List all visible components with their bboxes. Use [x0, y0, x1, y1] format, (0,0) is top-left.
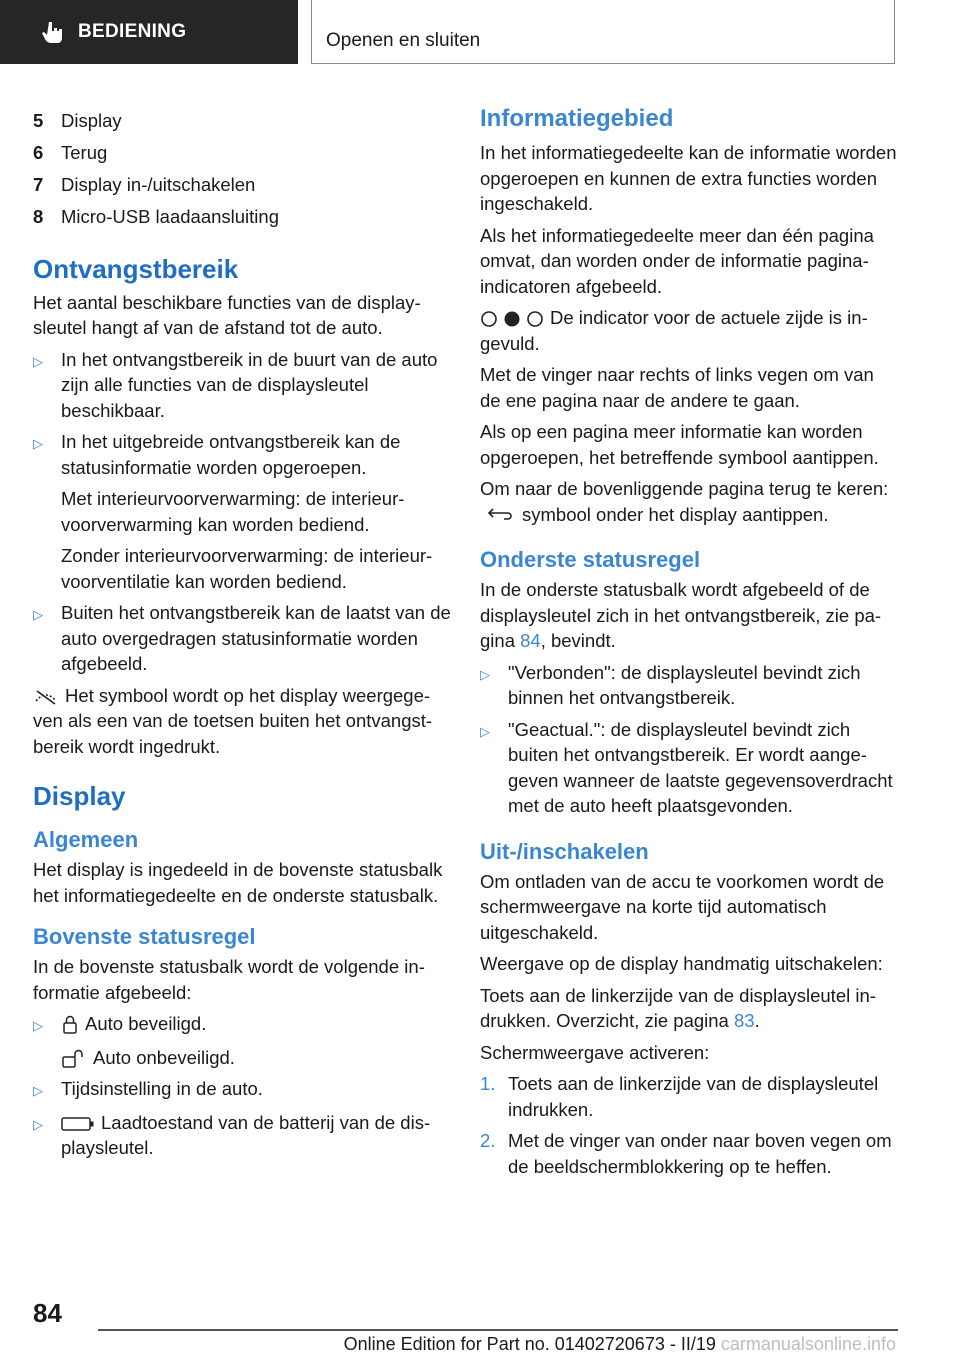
- paragraph: In de bovenste statusbalk wordt de volgende informatie afgebeeld:: [33, 956, 425, 1003]
- triangle-icon: ▷: [33, 353, 43, 369]
- paragraph: Schermweergave activeren:: [480, 1041, 710, 1063]
- numbered-item: 1. Toets aan de linkerzijde van de displaysleutel indrukken.: [480, 1073, 879, 1120]
- page-dots-icon: [480, 310, 544, 328]
- triangle-icon: ▷: [33, 1083, 43, 1098]
- no-signal-icon: [33, 689, 59, 705]
- paragraph: Toets aan de linkerzijde van de displaysleutel indrukken. Overzicht, zie pagina 83.: [480, 984, 876, 1031]
- bullet-item: ▷ Auto beveiligd.: [33, 1011, 453, 1039]
- watermark: carmanualsonline.info: [720, 1334, 896, 1354]
- lock-open-icon: [61, 1049, 87, 1069]
- triangle-icon: ▷: [33, 1116, 43, 1132]
- bullet-item: ▷ In het ontvangstbereik in de buurt van de auto zijn alle functies van de displaysleutel beschikbaar.: [33, 347, 453, 424]
- paragraph: Als het informatiegedeelte meer dan één pagina omvat, dan worden onder de informatie paginaindicatoren afgebeeld.: [480, 224, 874, 297]
- back-arrow-icon: [486, 508, 516, 524]
- heading-on-off: Uit-/inschakelen: [480, 838, 649, 864]
- triangle-icon: ▷: [33, 607, 43, 622]
- paragraph: In het informatiegedeelte kan de informatie worden opgeroepen en kunnen de extra functies worden ingeschakeld.: [480, 142, 897, 214]
- paragraph: Het symbool wordt op het display weergegeven als een van de toetsen buiten het ontvangstbereik wordt ingedrukt.: [33, 684, 433, 757]
- left-column: [33, 108, 453, 1167]
- paragraph: Met de vinger naar rechts of links vegen om van de ene pagina naar de andere te gaan.: [480, 364, 874, 411]
- bullet-item: ▷ "Verbonden": de displaysleutel bevindt zich binnen het ontvangstbereik.: [480, 660, 898, 711]
- section-tab: [0, 0, 298, 64]
- paragraph: Om ontladen van de accu te voorkomen wordt de schermweergave na korte tijd automatisch uitgeschakeld.: [480, 870, 885, 943]
- list-item: 8 Micro-USB laadaansluiting: [33, 206, 279, 227]
- paragraph: Het display is ingedeeld in de bovenste statusbalk het informatiegedeelte en de onderste statusbalk.: [33, 859, 443, 906]
- list-item: 6 Terug: [33, 142, 108, 163]
- heading-info: Informatiegebied: [480, 105, 674, 132]
- triangle-icon: ▷: [480, 666, 490, 682]
- triangle-icon: ▷: [480, 723, 490, 739]
- bullet-item: ▷ In het uitgebreide ontvangstbereik kan de statusinformatie worden opgeroepen.: [33, 429, 453, 480]
- paragraph: In de onderste statusbalk wordt afgebeeld of de displaysleutel zich in het ontvangstbereik, zie pagina 84, bevindt.: [480, 579, 882, 651]
- sub-paragraph: Zonder interieurvoorverwarming: de interieurvoorventilatie kan worden bediend.: [61, 545, 433, 592]
- bullet-item: ▷ Laadtoestand van de batterij van de displaysleutel.: [33, 1110, 453, 1161]
- footer-divider: [98, 1329, 898, 1331]
- triangle-icon: ▷: [33, 436, 43, 451]
- bullet-item: ▷ "Geactual.": de displaysleutel bevindt zich buiten het ontvangstbereik. Er wordt aangegeven wanneer de laatste gegevensoverdracht met de auto heeft plaatsgevonden.: [480, 717, 898, 819]
- heading-range: Ontvangstbereik: [33, 253, 239, 284]
- heading-top-status: Bovenste statusregel: [33, 924, 256, 949]
- paragraph: Het aantal beschikbare functies van de displaysleutel hangt af van de afstand tot de auto.: [33, 291, 421, 338]
- battery-icon: [61, 1116, 95, 1132]
- bullet-item: ▷ Buiten het ontvangstbereik kan de laatst van de auto overgedragen statusinformatie worden afgebeeld.: [33, 600, 453, 677]
- paragraph: Om naar de bovenliggende pagina terug te keren: symbool onder het display aantippen.: [480, 478, 889, 525]
- chapter-header: [311, 0, 895, 64]
- paragraph: De indicator voor de actuele zijde is ingevuld.: [480, 307, 868, 354]
- page-link-83[interactable]: 83: [734, 1010, 755, 1031]
- heading-display: Display: [33, 781, 126, 811]
- bullet-item: ▷ Tijdsinstelling in de auto.: [33, 1076, 453, 1104]
- page-link-84[interactable]: 84: [520, 630, 541, 651]
- triangle-icon: ▷: [33, 1018, 43, 1033]
- lock-closed-icon: [61, 1015, 79, 1035]
- list-item: 5 Display: [33, 110, 122, 131]
- heading-general: Algemeen: [33, 827, 139, 852]
- heading-bottom-status: Onderste statusregel: [480, 547, 701, 572]
- paragraph: Als op een pagina meer informatie kan worden opgeroepen, het betreffende symbool aantippen.: [480, 421, 879, 468]
- paragraph: Weergave op de display handmatig uitschakelen:: [480, 953, 883, 974]
- list-item: 7 Display in-/uitschakelen: [33, 174, 256, 195]
- footer-edition: Online Edition for Part no. 01402720673 - II/19 carmanualsonline.info: [343, 1334, 896, 1354]
- hand-icon: [40, 19, 66, 45]
- right-column: [480, 105, 898, 1185]
- page-number: 84: [33, 1298, 62, 1328]
- sub-paragraph: Met interieurvoorverwarming: de interieurvoorverwarming kan worden bediend.: [61, 488, 405, 535]
- section-label: BEDIENING: [78, 21, 187, 42]
- sub-paragraph: Auto onbeveiligd.: [33, 1045, 453, 1071]
- numbered-item: 2. Met de vinger van onder naar boven vegen om de beeldschermblokkering op te heffen.: [480, 1130, 892, 1177]
- chapter-title: Openen en sluiten: [326, 30, 481, 51]
